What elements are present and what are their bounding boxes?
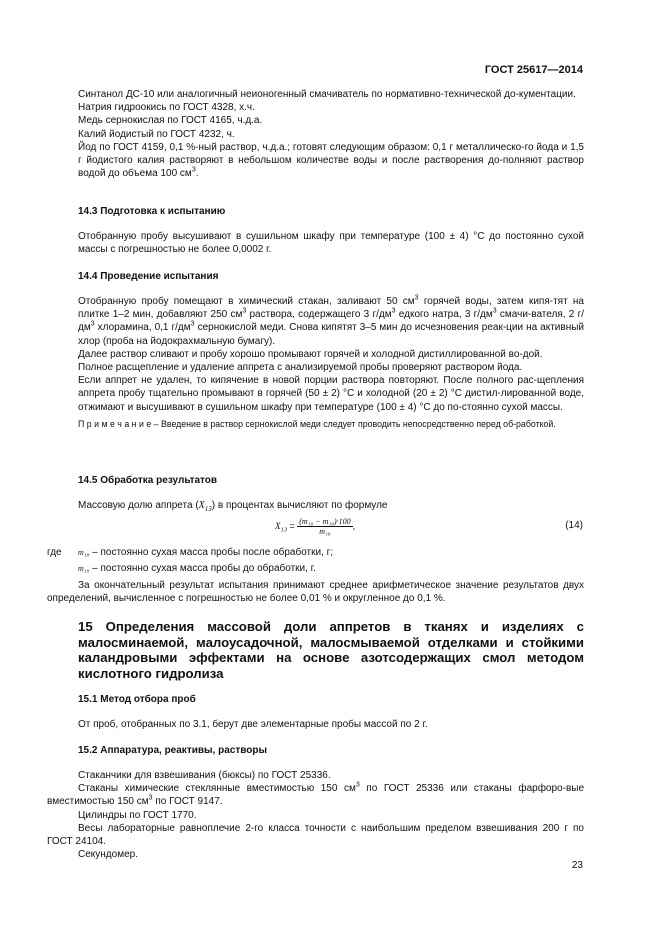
- text: по ГОСТ 25336 или стаканы фарфоро-вые вместимостью 150 см: [47, 783, 585, 808]
- standard-header: ГОСТ 25617—2014: [484, 64, 583, 76]
- fraction: [297, 517, 352, 536]
- text: хлорамина, 0,1 г/дм: [94, 322, 191, 334]
- text: – постоянно сухая масса пробы до обработки, г.: [92, 563, 316, 574]
- paragraph: [78, 88, 584, 101]
- superscript: 3: [355, 781, 360, 789]
- section-14-4-body: [78, 295, 584, 430]
- note-label: П р и м е ч а н и е: [78, 418, 152, 429]
- text: раствора, содержащего 3 г/дм: [246, 309, 392, 321]
- definition-2: [78, 563, 316, 574]
- paragraph: Далее раствор сливают и пробу хорошо промывают горячей и холодной дистиллированной во-дой.: [78, 348, 543, 360]
- paragraph: [78, 295, 584, 348]
- list-item: Стаканчики для взвешивания (бюксы) по ГОСТ 25336.: [78, 770, 331, 781]
- superscript: 3: [90, 321, 95, 329]
- list-item: Цилиндры по ГОСТ 1770.: [78, 809, 197, 821]
- paragraph: [78, 499, 584, 516]
- text: сернокислой меди. Снова кипятят 3–5 мин до исчезновения реак-ции на активный хлор (проба на йодокрахмальную бумагу).: [78, 322, 585, 347]
- superscript: 3: [148, 795, 153, 803]
- superscript: 3: [191, 166, 196, 174]
- text: Синтанол ДС-10 или аналогичный неионогенный смачиватель по нормативно-технической до-кументации.: [78, 89, 576, 100]
- paragraph: [78, 141, 584, 181]
- formula-lhs: X: [275, 520, 281, 531]
- page-number: 23: [571, 860, 583, 871]
- text: едкого натра, 3 г/дм: [395, 309, 493, 321]
- text: .: [195, 168, 199, 180]
- formula-14: [275, 517, 355, 536]
- formula-intro: [78, 499, 584, 516]
- section-15-1: [78, 693, 584, 706]
- text: ) в процентах вычисляют по формуле: [211, 500, 388, 511]
- section-14-3: [78, 205, 584, 218]
- superscript: 3: [391, 307, 396, 315]
- list-item: Калий йодистый по ГОСТ 4232, ч.: [78, 128, 235, 140]
- text: по ГОСТ 9147.: [152, 796, 223, 808]
- formula-number: (14): [565, 520, 583, 531]
- paragraph: Если аппрет не удален, то кипячение в новой порции раствора повторяют. После полного рас-щепления аппрета пробу тщательно промывают в горячей (50 ± 2) °С и холодной (20 ± 2) °С дистил-лированной воде, отжимают и высушивают в сушильном шкафу при температуре (100 ± 4) °С до по-стоянно сухой массы.: [78, 375, 584, 413]
- list-item: [47, 782, 584, 808]
- paragraph: От проб, отобранных по 3.1, берут две элементарные пробы массой по 2 г.: [78, 719, 428, 730]
- section-title: 15.1 Метод отбора проб: [78, 694, 196, 705]
- section-14-5: [78, 474, 584, 487]
- superscript: 3: [492, 307, 497, 315]
- text: Массовую долю аппрета (: [78, 500, 199, 511]
- equals-sign: =: [287, 520, 298, 531]
- text: горячей воды, затем кипя-тят на плитке 1–2 мин, добавляют 250 см: [78, 296, 584, 321]
- section-title: 14.4 Проведение испытания: [78, 271, 219, 282]
- materials-block: [78, 88, 584, 180]
- section-15-2: [78, 744, 584, 757]
- denominator: m₁₈: [319, 527, 331, 536]
- section-14-4: [78, 270, 584, 283]
- section-15-2-body: [47, 769, 584, 861]
- superscript: 3: [190, 321, 195, 329]
- text: смачи-вателя, 2 г/дм: [78, 309, 584, 334]
- section-title: 15.2 Аппаратура, реактивы, растворы: [78, 745, 268, 756]
- final-paragraph: За окончательный результат испытания принимают среднее арифметическое значение результатов двух определений, вычисленное с погрешностью не более 0,01 % и округленное до 0,1 %.: [47, 580, 584, 605]
- section-title: 14.5 Обработка результатов: [78, 475, 218, 486]
- section-title: 14.3 Подготовка к испытанию: [78, 206, 226, 217]
- subscript: 13: [204, 505, 212, 513]
- text: Йод по ГОСТ 4159, 0,1 %-ный раствор, ч.д.а.; готовят следующим образом: 0,1 г металлическо-го йода и 1,5 г йодистого калия растворяют в небольшом количестве воды и после растворения до-полняют раствор водой до объема 100 см: [78, 141, 584, 180]
- text: Отобранную пробу помещают в химический стакан, заливают 50 см: [78, 296, 415, 307]
- list-item: Весы лабораторные равноплечие 2-го класса точности с наибольшим пределом взвешивания 200 г по ГОСТ 24104.: [47, 822, 584, 848]
- list-item: Медь сернокислая по ГОСТ 4165, ч.д.а.: [78, 115, 263, 127]
- section-15-title: 15 Определения массовой доли аппретов в тканях и изделиях с малосминаемой, малоусадочной, малосмываемой отделками и стойкими каландровыми эффектами на основе азотсодержащих смол методом кислотного гидролиза: [78, 619, 584, 681]
- symbol: m₁₈: [78, 548, 90, 557]
- superscript: 3: [414, 294, 419, 302]
- text: – постоянно сухая масса пробы после обработки, г;: [92, 547, 334, 558]
- formula-comma: ,: [352, 520, 356, 531]
- paragraph: Полное расщепление и удаление аппрета с анализируемой пробы проверяют раствором йода.: [78, 362, 523, 374]
- list-item: Натрия гидроокись по ГОСТ 4328, х.ч.: [78, 102, 255, 114]
- section-14-3-body: [78, 230, 584, 256]
- variable: X: [198, 500, 205, 511]
- paragraph: Отобранную пробу высушивают в сушильном шкафу при температуре (100 ± 4) °С до постоянно сухой массы с погрешностью не более 0,0002 г.: [78, 231, 584, 256]
- symbol: m₁₉: [78, 564, 90, 573]
- text: Стаканы химические стеклянные вместимостью 150 см: [78, 783, 356, 795]
- note-text: – Введение в раствор сернокислой меди следует проводить непосредственно перед об-работкой.: [151, 418, 556, 429]
- definition-1: [78, 547, 333, 558]
- section-15-1-body: [78, 718, 584, 731]
- numerator: (m₁₉ − m₁₈)·100: [299, 517, 351, 526]
- formula-lhs-subscript: 13: [280, 526, 287, 534]
- list-item: Секундомер.: [78, 849, 138, 861]
- superscript: 3: [242, 307, 247, 315]
- note: [78, 419, 584, 430]
- where-label: где: [47, 547, 62, 558]
